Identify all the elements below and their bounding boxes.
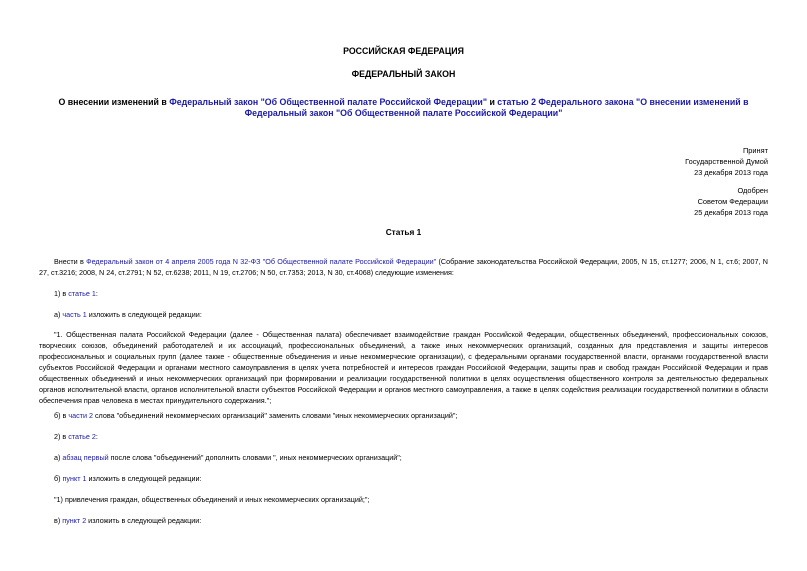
item-1a-text-end: изложить в следующей редакции: — [86, 310, 202, 319]
title-text-1: О внесении изменений в — [58, 97, 170, 107]
item-2 — [39, 431, 768, 442]
item-2a-text-end: после слова "объединений" дополнить словами ", иных некоммерческих организаций"; — [108, 453, 402, 462]
item-2c — [39, 515, 768, 526]
intro-text-2: (Собрание законодательства Российской Федерации, 2005, N 15, ст.1277; 2006, N 1, ст.6; 2007, N 27, ст.3216; 2008, N 24, ст.2791; N 52, ст.6238; 2011, N 19, ст.2706; N 50, ст.7353; 2013, N 30, ст.4068) следующие изменения: — [39, 257, 768, 277]
item-2-text: 2) в — [54, 432, 69, 441]
accepted-line: Принят — [742, 146, 768, 155]
article-intro — [39, 256, 768, 278]
item-1b-text-end: слова "объединений некоммерческих организаций" заменить словами "иных некоммерческих организаций"; — [92, 411, 458, 420]
law-title — [45, 97, 762, 119]
approved-block — [694, 185, 768, 218]
item-1b-text: б) в — [54, 411, 69, 420]
item-2b-text: б) — [54, 474, 63, 483]
link-article-1[interactable]: статье 1 — [68, 289, 96, 298]
approved-line: Советом Федерации — [697, 197, 768, 206]
link-point-2[interactable]: пункт 2 — [62, 516, 87, 525]
item-2a-text: а) — [54, 453, 63, 462]
title-link-article-2[interactable]: статью 2 Федерального закона "О внесении изменений в Федеральный закон "Об Общественной палате Российской Федерации" — [244, 97, 749, 118]
link-article-2[interactable]: статье 2 — [68, 432, 96, 441]
intro-link-federal-law[interactable]: Федеральный закон от 4 апреля 2005 года N 32-ФЗ "Об Общественной палате Российской Федерации" — [86, 257, 437, 266]
item-2-text-end: : — [95, 432, 98, 441]
title-text-2: и — [487, 97, 498, 107]
country-heading: РОССИЙСКАЯ ФЕДЕРАЦИЯ — [343, 46, 464, 56]
quote-point-1: "1) привлечения граждан, общественных объединений и иных некоммерческих организаций;"; — [54, 495, 370, 504]
approved-date: 25 декабря 2013 года — [694, 208, 768, 217]
item-2c-text-end: изложить в следующей редакции: — [86, 516, 202, 525]
title-link-federal-law[interactable]: Федеральный закон "Об Общественной палате Российской Федерации" — [169, 97, 487, 107]
item-1-text-end: : — [95, 289, 98, 298]
accepted-date: 23 декабря 2013 года — [694, 168, 768, 177]
intro-text-1: Внести в — [54, 257, 87, 266]
link-paragraph-first[interactable]: абзац первый — [62, 453, 109, 462]
item-2c-text: в) — [54, 516, 63, 525]
item-1 — [39, 288, 768, 299]
link-part-2[interactable]: части 2 — [68, 411, 93, 420]
accepted-line: Государственной Думой — [685, 157, 768, 166]
item-1b — [39, 410, 768, 421]
item-2a — [39, 452, 768, 463]
item-2b-text-end: изложить в следующей редакции: — [86, 474, 202, 483]
link-point-1[interactable]: пункт 1 — [62, 474, 87, 483]
item-1-text: 1) в — [54, 289, 69, 298]
link-part-1[interactable]: часть 1 — [62, 310, 87, 319]
accepted-block — [685, 145, 768, 178]
item-2b — [39, 473, 768, 484]
item-1a — [39, 309, 768, 320]
quote-part-1: "1. Общественная палата Российской Федерации (далее - Общественная палата) обеспечивает взаимодействие граждан Российской Федерации, общественных объединений, профессиональных союзов, творческих союзов, объединений работодателей и их ассоциаций, профессиональных объединений, а также иных некоммерческих организаций, созданных для представления и защиты интересов профессиональных и социальных групп (далее также - общественные объединения и иные некоммерческие организации), с федеральными органами государственной власти, органами государственной власти субъектов Российской Федерации и органами местного самоуправления в целях учета потребностей и интересов граждан Российской Федерации, защиты прав и свобод граждан Российской Федерации и прав общественных объединений и иных некоммерческих организаций при формировании и реализации государственной политики в целях осуществления общественного контроля за деятельностью федеральных органов исполнительной власти, органов исполнительной власти субъектов Российской Федерации и органов местного самоуправления, а также в целях содействия реализации государственной политики в области обеспечения прав человека в местах принудительного содержания."; — [39, 330, 768, 405]
approved-line: Одобрен — [737, 186, 768, 195]
article-heading: Статья 1 — [385, 227, 422, 237]
law-type-heading: ФЕДЕРАЛЬНЫЙ ЗАКОН — [351, 69, 456, 79]
item-1a-text: а) — [54, 310, 63, 319]
